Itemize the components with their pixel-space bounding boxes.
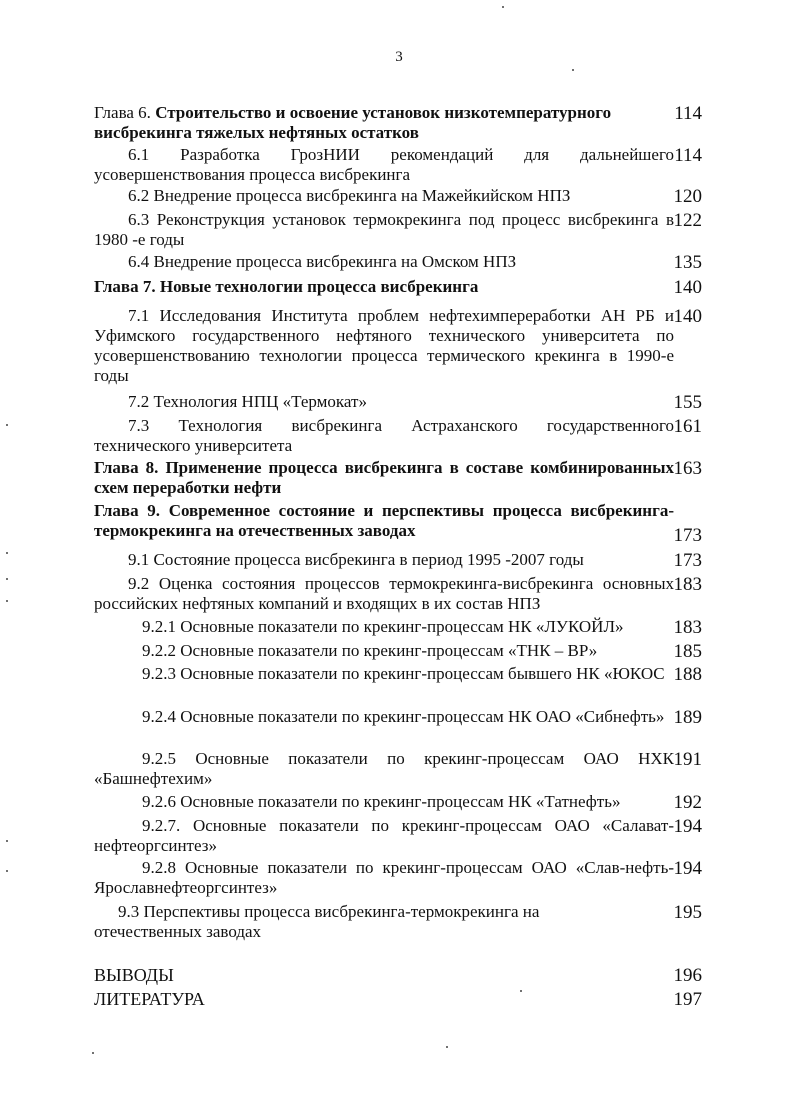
toc-entry-page: 163 bbox=[673, 458, 702, 479]
toc-entry-7-3 bbox=[94, 416, 706, 456]
scan-speck bbox=[520, 990, 522, 992]
toc-entry-text: 9.1 Состояние процесса висбрекинга в период 1995 -2007 годы bbox=[128, 550, 584, 569]
toc-entry-6-2 bbox=[94, 186, 706, 206]
toc-entry-page: 191 bbox=[673, 749, 702, 770]
toc-entry-text: Глава 8. Применение процесса висбрекинга в составе комбинированных схем переработки нефти bbox=[94, 458, 674, 497]
toc-entry-9-2-3 bbox=[94, 664, 706, 684]
toc-entry-text: 9.2.1 Основные показатели по крекинг-процессам НК «ЛУКОЙЛ» bbox=[142, 617, 624, 636]
toc-entry-text: 6.3 Реконструкция установок термокрекинга под процесс висбрекинга в 1980 -е годы bbox=[94, 210, 674, 249]
toc-entry-text: ЛИТЕРАТУРА bbox=[94, 989, 205, 1009]
toc-entry-conclusions bbox=[94, 965, 706, 985]
scan-speck bbox=[6, 840, 8, 842]
toc-entry-9-2-4 bbox=[94, 707, 706, 727]
scan-speck bbox=[6, 552, 8, 554]
scan-speck bbox=[572, 69, 574, 71]
toc-entry-page: 188 bbox=[673, 664, 702, 685]
scan-speck bbox=[6, 600, 8, 602]
scan-speck bbox=[446, 1046, 448, 1048]
toc-entry-9-2-5 bbox=[94, 749, 706, 789]
scan-speck bbox=[6, 578, 8, 580]
toc-entry-9-3 bbox=[94, 902, 706, 942]
toc-entry-page: 155 bbox=[673, 392, 702, 413]
toc-entry-text: 9.2.3 Основные показатели по крекинг-процессам бывшего НК «ЮКОС bbox=[142, 664, 665, 683]
toc-entry-page: 173 bbox=[673, 525, 702, 546]
toc-entry-page: 120 bbox=[673, 186, 702, 207]
scan-speck bbox=[92, 1052, 94, 1054]
toc-entry-text: 9.2.5 Основные показатели по крекинг-процессам ОАО НХК «Башнефтехим» bbox=[94, 749, 674, 788]
toc-entry-page: 140 bbox=[673, 277, 702, 298]
toc-entry-text: 9.2.4 Основные показатели по крекинг-процессам НК ОАО «Сибнефть» bbox=[142, 707, 665, 726]
toc-entry-text: 6.4 Внедрение процесса висбрекинга на Омском НПЗ bbox=[128, 252, 517, 271]
toc-entry-page: 183 bbox=[673, 617, 702, 638]
scan-speck bbox=[6, 870, 8, 872]
toc-entry-9-2 bbox=[94, 574, 706, 614]
toc-entry-chapter-7 bbox=[94, 277, 706, 297]
toc-entry-page: 114 bbox=[674, 145, 702, 166]
toc-entry-page: 135 bbox=[673, 252, 702, 273]
toc-entry-9-1 bbox=[94, 550, 706, 570]
toc-entry-text: 7.2 Технология НПЦ «Термокат» bbox=[128, 392, 367, 411]
toc-entry-page: 183 bbox=[673, 574, 702, 595]
toc-entry-7-1 bbox=[94, 306, 706, 386]
toc-entry-page: 122 bbox=[673, 210, 702, 231]
toc-entry-text: Глава 6. Строительство и освоение установок низкотемпературного висбрекинга тяжелых нефтяных остатков bbox=[94, 103, 612, 142]
scan-speck bbox=[6, 424, 8, 426]
toc-entry-text: 6.2 Внедрение процесса висбрекинга на Мажейкийском НПЗ bbox=[128, 186, 571, 205]
toc-entry-page: 140 bbox=[673, 306, 702, 327]
toc-entry-7-2 bbox=[94, 392, 706, 412]
toc-entry-page: 194 bbox=[673, 858, 702, 879]
toc-entry-text: 7.3 Технология висбрекинга Астраханского государственного технического университета bbox=[94, 416, 674, 455]
toc-entry-text: 7.1 Исследования Института проблем нефтехимпереработки АН РБ и Уфимского государственного нефтяного технического университета по усовершенствованию технологии процесса термического крекинга в 1990-е годы bbox=[94, 306, 674, 385]
toc-entry-page: 114 bbox=[674, 103, 702, 124]
toc-entry-text: 9.2.7. Основные показатели по крекинг-процессам ОАО «Салават-нефтеоргсинтез» bbox=[94, 816, 674, 855]
toc-entry-text: ВЫВОДЫ bbox=[94, 965, 174, 985]
toc-entry-text: Глава 9. Современное состояние и перспективы процесса висбрекинга-термокрекинга на отечественных заводах bbox=[94, 501, 674, 540]
toc-entry-text: 9.2.8 Основные показатели по крекинг-процессам ОАО «Слав-нефть-Ярославнефтеоргсинтез» bbox=[94, 858, 674, 897]
toc-entry-text: Глава 7. Новые технологии процесса висбрекинга bbox=[94, 277, 479, 296]
toc-entry-text: 9.2.6 Основные показатели по крекинг-процессам НК «Татнефть» bbox=[142, 792, 621, 811]
toc-entry-chapter-6 bbox=[94, 103, 706, 143]
toc-entry-9-2-1 bbox=[94, 617, 706, 637]
toc-entry-page: 173 bbox=[673, 550, 702, 571]
toc-entry-page: 161 bbox=[673, 416, 702, 437]
toc-entry-page: 189 bbox=[673, 707, 702, 728]
toc-entry-9-2-7 bbox=[94, 816, 706, 856]
toc-entry-6-3 bbox=[94, 210, 706, 250]
toc-entry-page: 194 bbox=[673, 816, 702, 837]
toc-entry-9-2-6 bbox=[94, 792, 706, 812]
toc-entry-page: 197 bbox=[673, 989, 702, 1010]
toc-entry-chapter-8 bbox=[94, 458, 706, 498]
toc-entry-6-1 bbox=[94, 145, 706, 185]
page-number: 3 bbox=[395, 49, 403, 65]
toc-entry-text: 9.2.2 Основные показатели по крекинг-процессам «ТНК – ВР» bbox=[142, 641, 598, 660]
scan-speck bbox=[502, 6, 504, 8]
toc-entry-references bbox=[94, 989, 706, 1009]
toc-entry-page: 192 bbox=[673, 792, 702, 813]
toc-entry-page: 195 bbox=[673, 902, 702, 923]
toc-entry-9-2-8 bbox=[94, 858, 706, 898]
toc-entry-text: 6.1 Разработка ГрозНИИ рекомендаций для дальнейшего усовершенствования процесса висбрекинга bbox=[94, 145, 674, 184]
toc-entry-page: 185 bbox=[673, 641, 702, 662]
toc-entry-text: 9.2 Оценка состояния процессов термокрекинга-висбрекинга основных российских нефтяных компаний и входящих в их состав НПЗ bbox=[94, 574, 674, 613]
toc-entry-page: 196 bbox=[673, 965, 702, 986]
toc-entry-chapter-9 bbox=[94, 501, 706, 546]
toc-entry-text: 9.3 Перспективы процесса висбрекинга-термокрекинга на отечественных заводах bbox=[94, 902, 540, 941]
toc-entry-6-4 bbox=[94, 252, 706, 272]
toc-entry-9-2-2 bbox=[94, 641, 706, 661]
